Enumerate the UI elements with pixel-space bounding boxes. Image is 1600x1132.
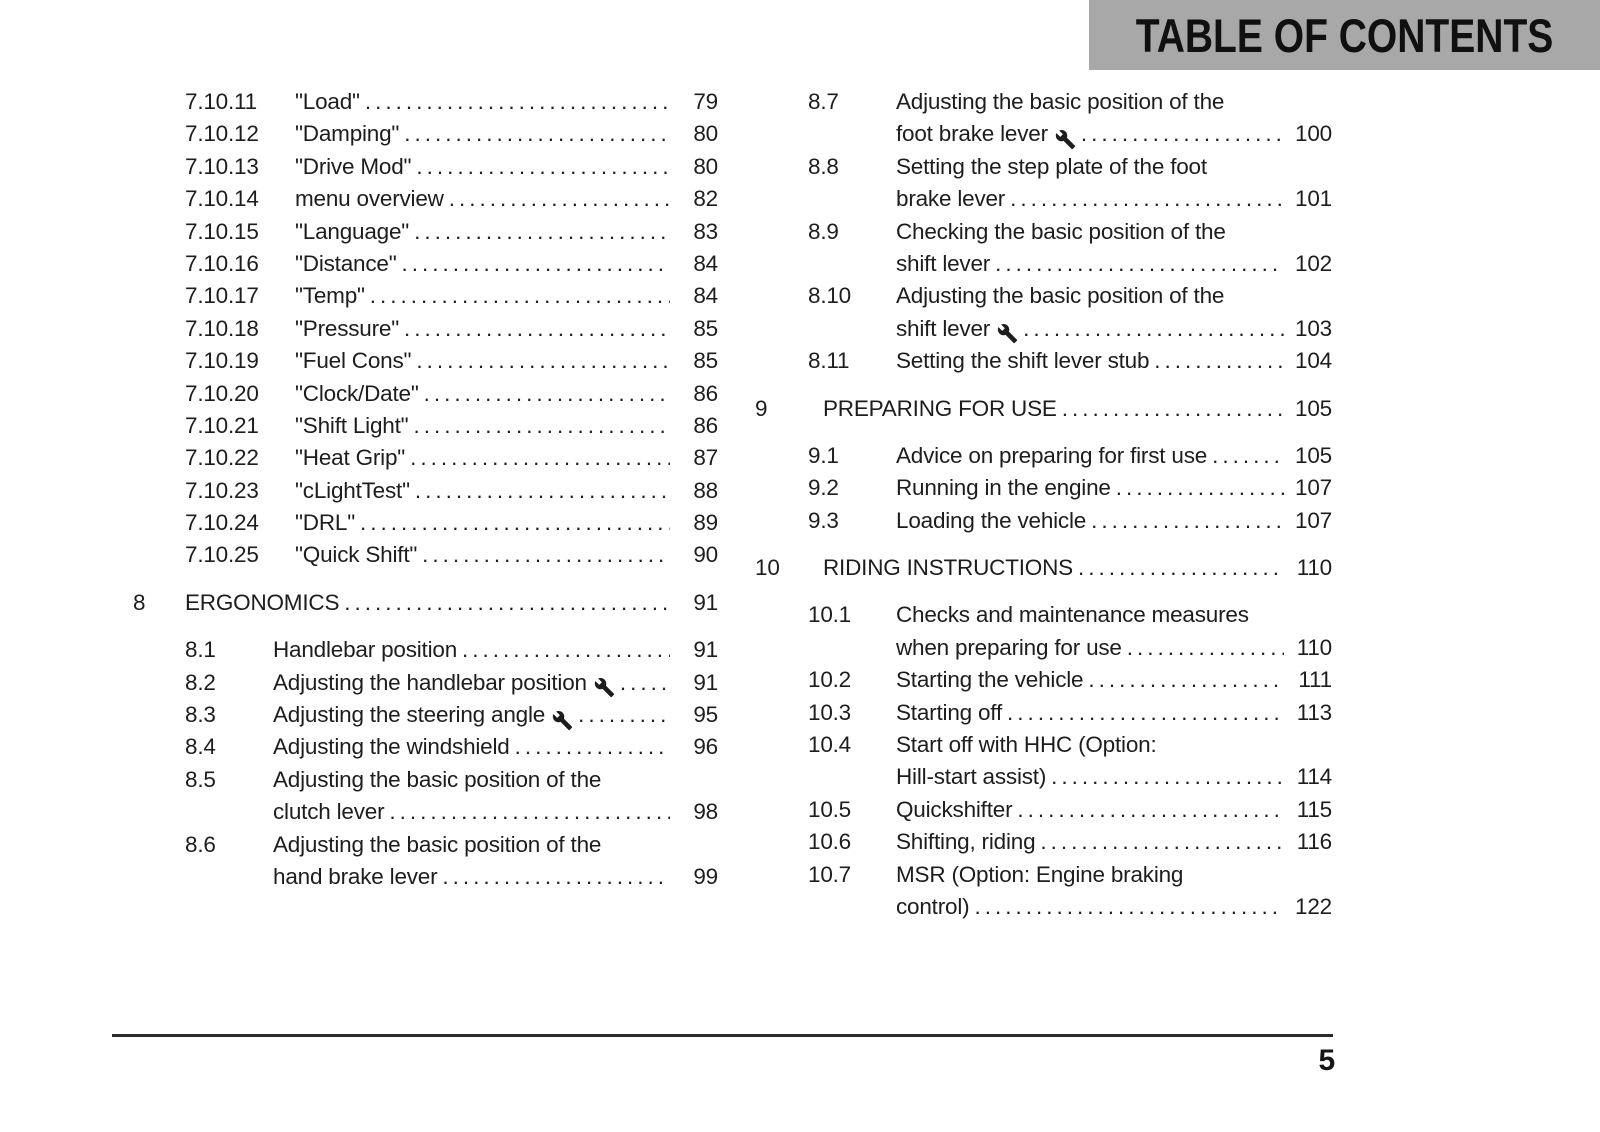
entry-page-number: 80 bbox=[693, 153, 718, 179]
entry-page-number: 82 bbox=[693, 186, 718, 212]
toc-entry-line bbox=[755, 764, 1332, 796]
entry-number: 8.4 bbox=[185, 734, 216, 760]
toc-entry-line bbox=[133, 637, 718, 669]
dot-leader bbox=[974, 894, 1284, 920]
dot-leader bbox=[1116, 475, 1284, 501]
dot-leader bbox=[404, 316, 670, 342]
toc-entry bbox=[755, 89, 1332, 154]
toc-entry-line bbox=[133, 219, 718, 251]
entry-title: "Pressure" bbox=[295, 315, 400, 341]
entry-page-number: 122 bbox=[1295, 893, 1332, 919]
toc-entry bbox=[755, 797, 1332, 829]
toc-entry bbox=[755, 219, 1332, 284]
entry-page-number: 101 bbox=[1295, 186, 1332, 212]
toc-entry-line bbox=[755, 797, 1332, 829]
entry-title: Checking the basic position of the bbox=[896, 218, 1226, 244]
entry-page-number: 89 bbox=[693, 510, 718, 536]
entry-page-number: 105 bbox=[1295, 395, 1332, 421]
entry-title: foot brake lever bbox=[896, 121, 1048, 147]
toc-entry bbox=[133, 121, 718, 153]
entry-page-number: 114 bbox=[1296, 764, 1332, 790]
entry-page-number: 84 bbox=[693, 283, 718, 309]
toc-entry bbox=[133, 734, 718, 766]
entry-number: 8.9 bbox=[808, 218, 839, 244]
toc-entry-line bbox=[755, 635, 1332, 667]
toc-entry-line bbox=[755, 555, 1332, 587]
dot-leader bbox=[1017, 797, 1284, 823]
toc-entry bbox=[133, 542, 718, 574]
toc-entry-line bbox=[133, 832, 718, 864]
toc-entry-line bbox=[133, 670, 718, 702]
entry-title: Checks and maintenance measures bbox=[896, 602, 1249, 628]
toc-entry-line bbox=[133, 445, 718, 477]
dot-leader bbox=[389, 799, 670, 825]
dot-leader bbox=[515, 734, 670, 760]
entry-number: 10.3 bbox=[808, 699, 851, 725]
entry-title: "cLightTest" bbox=[295, 477, 410, 503]
entry-title: Adjusting the basic position of the bbox=[273, 766, 602, 792]
toc-entry-line bbox=[755, 251, 1332, 283]
entry-title: control) bbox=[896, 893, 970, 919]
entry-number: 10.1 bbox=[808, 602, 851, 628]
toc-entry-line bbox=[133, 251, 718, 283]
toc-entry-line bbox=[133, 799, 718, 831]
entry-title: Start off with HHC (Option: bbox=[896, 732, 1157, 758]
toc-entry-line bbox=[755, 186, 1332, 218]
entry-title: ERGONOMICS bbox=[185, 589, 340, 615]
toc-entry-line bbox=[133, 864, 718, 896]
toc-entry-line bbox=[133, 413, 718, 445]
entry-number: 7.10.15 bbox=[185, 218, 259, 244]
entry-page-number: 83 bbox=[693, 218, 718, 244]
entry-page-number: 110 bbox=[1296, 555, 1332, 581]
entry-page-number: 79 bbox=[693, 89, 718, 114]
dot-leader bbox=[578, 702, 670, 728]
toc-entry bbox=[133, 316, 718, 348]
entry-page-number: 110 bbox=[1296, 634, 1332, 660]
toc-entry bbox=[133, 348, 718, 380]
entry-title: shift lever bbox=[896, 250, 991, 276]
entry-page-number: 84 bbox=[693, 250, 718, 276]
entry-title: "Fuel Cons" bbox=[295, 348, 412, 374]
entry-page-number: 99 bbox=[693, 863, 718, 889]
entry-number: 8.8 bbox=[808, 153, 839, 179]
toc-entry bbox=[133, 89, 718, 121]
entry-title: Quickshifter bbox=[896, 796, 1013, 822]
toc-entry-line bbox=[133, 590, 718, 622]
entry-number: 8.5 bbox=[185, 766, 216, 792]
dot-leader bbox=[415, 478, 670, 504]
entry-number: 8.7 bbox=[808, 89, 839, 114]
toc-entry-line bbox=[133, 121, 718, 153]
entry-title: "Heat Grip" bbox=[295, 445, 406, 471]
toc-entry-line bbox=[755, 475, 1332, 507]
toc-entry-line bbox=[755, 121, 1332, 153]
entry-number: 7.10.14 bbox=[185, 186, 259, 212]
entry-page-number: 90 bbox=[693, 542, 718, 568]
wrench-icon bbox=[997, 323, 1018, 344]
toc-entry-line bbox=[133, 154, 718, 186]
toc-entry bbox=[755, 396, 1332, 428]
toc-entry bbox=[755, 475, 1332, 507]
entry-page-number: 91 bbox=[693, 637, 718, 663]
entry-title: Setting the shift lever stub bbox=[896, 348, 1150, 374]
entry-title: RIDING INSTRUCTIONS bbox=[823, 555, 1073, 581]
entry-title: Shifting, riding bbox=[896, 829, 1036, 855]
entry-page-number: 86 bbox=[693, 412, 718, 438]
entry-number: 10.2 bbox=[808, 667, 851, 693]
entry-page-number: 98 bbox=[693, 799, 718, 825]
entry-title: menu overview bbox=[295, 186, 444, 212]
dot-leader bbox=[442, 864, 670, 890]
toc-entry-line bbox=[133, 381, 718, 413]
toc-entry-line bbox=[755, 700, 1332, 732]
entry-title: "DRL" bbox=[295, 510, 355, 536]
entry-title: "Clock/Date" bbox=[295, 380, 419, 406]
entry-page-number: 85 bbox=[693, 348, 718, 374]
entry-number: 7.10.25 bbox=[185, 542, 259, 568]
entry-number: 7.10.22 bbox=[185, 445, 259, 471]
toc-entry-line bbox=[133, 186, 718, 218]
toc-entry bbox=[133, 590, 718, 622]
dot-leader bbox=[449, 186, 670, 212]
toc-entry-line bbox=[755, 667, 1332, 699]
dot-leader bbox=[422, 542, 670, 568]
toc-entry-line bbox=[755, 508, 1332, 540]
entry-number: 7.10.17 bbox=[185, 283, 259, 309]
entry-title: "Drive Mod" bbox=[295, 153, 412, 179]
entry-number: 8 bbox=[133, 589, 146, 615]
entry-title: "Damping" bbox=[295, 121, 400, 147]
toc-entry-line bbox=[133, 316, 718, 348]
toc-entry-line bbox=[755, 283, 1332, 315]
entry-page-number: 107 bbox=[1295, 475, 1332, 501]
entry-title: shift lever bbox=[896, 315, 991, 341]
toc-entry-line bbox=[755, 894, 1332, 926]
entry-title: brake lever bbox=[896, 186, 1006, 212]
toc-entry bbox=[755, 667, 1332, 699]
toc-entry-line bbox=[755, 154, 1332, 186]
entry-title: Starting off bbox=[896, 699, 1003, 725]
entry-number: 10 bbox=[755, 555, 780, 581]
entry-title: when preparing for use bbox=[896, 634, 1122, 660]
entry-number: 7.10.13 bbox=[185, 153, 259, 179]
toc-entry-line bbox=[133, 510, 718, 542]
entry-page-number: 104 bbox=[1295, 348, 1332, 374]
entry-title: Adjusting the basic position of the bbox=[896, 89, 1225, 114]
entry-page-number: 88 bbox=[693, 477, 718, 503]
entry-page-number: 102 bbox=[1295, 250, 1332, 276]
entry-page-number: 103 bbox=[1295, 315, 1332, 341]
entry-number: 9 bbox=[755, 395, 768, 421]
toc-entry bbox=[133, 381, 718, 413]
toc-column-left bbox=[133, 89, 718, 896]
dot-leader bbox=[365, 89, 670, 115]
dot-leader bbox=[414, 219, 670, 245]
toc-entry-line bbox=[755, 732, 1332, 764]
toc-entry-line bbox=[755, 89, 1332, 121]
toc-entry-line bbox=[755, 602, 1332, 634]
toc-entry-line bbox=[133, 734, 718, 766]
toc-entry-line bbox=[133, 348, 718, 380]
entry-number: 7.10.19 bbox=[185, 348, 259, 374]
entry-page-number: 105 bbox=[1295, 442, 1332, 468]
dot-leader bbox=[1010, 186, 1284, 212]
toc-entry bbox=[133, 767, 718, 832]
entry-title: Running in the engine bbox=[896, 475, 1111, 501]
entry-page-number: 107 bbox=[1295, 507, 1332, 533]
toc-column-right bbox=[755, 89, 1332, 926]
toc-entry bbox=[133, 186, 718, 218]
entry-page-number: 85 bbox=[693, 315, 718, 341]
entry-number: 8.10 bbox=[808, 283, 851, 309]
dot-leader bbox=[344, 590, 670, 616]
dot-leader bbox=[1062, 396, 1284, 422]
dot-leader bbox=[620, 670, 670, 696]
entry-title: "Distance" bbox=[295, 250, 397, 276]
toc-entry bbox=[755, 508, 1332, 540]
toc-entry bbox=[755, 154, 1332, 219]
dot-leader bbox=[1127, 635, 1284, 661]
page-header-bar bbox=[1089, 0, 1600, 70]
toc-entry bbox=[755, 732, 1332, 797]
toc-entry-line bbox=[133, 89, 718, 121]
entry-page-number: 116 bbox=[1296, 829, 1332, 855]
entry-title: "Shift Light" bbox=[295, 412, 409, 438]
entry-title: Advice on preparing for first use bbox=[896, 442, 1208, 468]
entry-number: 7.10.18 bbox=[185, 315, 259, 341]
entry-number: 9.3 bbox=[808, 507, 839, 533]
entry-number: 9.2 bbox=[808, 475, 839, 501]
toc-entry bbox=[755, 555, 1332, 587]
toc-entry bbox=[755, 829, 1332, 861]
entry-page-number: 87 bbox=[693, 445, 718, 471]
entry-title: Adjusting the basic position of the bbox=[896, 283, 1225, 309]
entry-title: Hill-start assist) bbox=[896, 764, 1047, 790]
dot-leader bbox=[995, 251, 1284, 277]
entry-page-number: 115 bbox=[1296, 796, 1332, 822]
entry-number: 7.10.11 bbox=[185, 89, 257, 114]
entry-number: 10.5 bbox=[808, 796, 851, 822]
entry-page-number: 80 bbox=[693, 121, 718, 147]
toc-entry bbox=[133, 251, 718, 283]
toc-entry-line bbox=[755, 219, 1332, 251]
entry-number: 8.6 bbox=[185, 831, 216, 857]
entry-title: "Language" bbox=[295, 218, 410, 244]
dot-leader bbox=[360, 510, 670, 536]
entry-title: Adjusting the handlebar position bbox=[273, 669, 587, 695]
toc-entry bbox=[133, 702, 718, 734]
toc-entry bbox=[133, 510, 718, 542]
entry-title: "Load" bbox=[295, 89, 360, 114]
entry-number: 7.10.12 bbox=[185, 121, 259, 147]
entry-title: Adjusting the steering angle bbox=[273, 702, 546, 728]
toc-entry-line bbox=[755, 316, 1332, 348]
dot-leader bbox=[1088, 667, 1284, 693]
entry-title: Setting the step plate of the foot bbox=[896, 153, 1207, 179]
toc-entry bbox=[133, 219, 718, 251]
toc-entry-line bbox=[755, 443, 1332, 475]
dot-leader bbox=[370, 283, 670, 309]
entry-title: Adjusting the windshield bbox=[273, 734, 510, 760]
entry-number: 10.7 bbox=[808, 861, 851, 887]
toc-entry-line bbox=[755, 396, 1332, 428]
toc-entry-line bbox=[133, 767, 718, 799]
toc-entry bbox=[755, 443, 1332, 475]
toc-entry-line bbox=[755, 862, 1332, 894]
page-number: 5 bbox=[1318, 1044, 1335, 1077]
entry-title: Loading the vehicle bbox=[896, 507, 1087, 533]
toc-entry-line bbox=[133, 542, 718, 574]
entry-title: "Temp" bbox=[295, 283, 365, 309]
toc-entry bbox=[755, 602, 1332, 667]
entry-title: MSR (Option: Engine braking bbox=[896, 861, 1184, 887]
toc-entry-line bbox=[755, 829, 1332, 861]
toc-entry-line bbox=[133, 283, 718, 315]
entry-number: 10.4 bbox=[808, 732, 851, 758]
entry-page-number: 96 bbox=[693, 734, 718, 760]
dot-leader bbox=[416, 154, 670, 180]
dot-leader bbox=[1154, 348, 1284, 374]
toc-entry bbox=[133, 478, 718, 510]
dot-leader bbox=[1023, 316, 1284, 342]
entry-title: Handlebar position bbox=[273, 637, 458, 663]
toc-entry bbox=[133, 637, 718, 669]
page-title: TABLE OF CONTENTS bbox=[1135, 8, 1554, 62]
entry-title: clutch lever bbox=[273, 799, 385, 825]
dot-leader bbox=[1081, 121, 1284, 147]
toc-entry bbox=[133, 413, 718, 445]
toc-entry-line bbox=[133, 702, 718, 734]
dot-leader bbox=[1007, 700, 1284, 726]
entry-page-number: 91 bbox=[693, 589, 718, 615]
dot-leader bbox=[1040, 829, 1284, 855]
entry-title: Adjusting the basic position of the bbox=[273, 831, 602, 857]
toc-entry-line bbox=[133, 478, 718, 510]
toc-entry bbox=[133, 832, 718, 897]
dot-leader bbox=[1051, 764, 1284, 790]
toc-entry bbox=[133, 445, 718, 477]
dot-leader bbox=[413, 413, 670, 439]
entry-number: 8.3 bbox=[185, 702, 216, 728]
entry-number: 7.10.24 bbox=[185, 510, 259, 536]
entry-page-number: 100 bbox=[1295, 121, 1332, 147]
entry-number: 7.10.20 bbox=[185, 380, 259, 406]
dot-leader bbox=[1091, 508, 1284, 534]
entry-number: 10.6 bbox=[808, 829, 851, 855]
entry-title: Starting the vehicle bbox=[896, 667, 1084, 693]
entry-number: 7.10.21 bbox=[185, 412, 259, 438]
entry-number: 7.10.23 bbox=[185, 477, 259, 503]
toc-entry bbox=[755, 700, 1332, 732]
dot-leader bbox=[1212, 443, 1284, 469]
entry-title: PREPARING FOR USE bbox=[823, 395, 1057, 421]
dot-leader bbox=[402, 251, 670, 277]
wrench-icon bbox=[1055, 129, 1076, 150]
entry-page-number: 113 bbox=[1296, 699, 1332, 725]
dot-leader bbox=[424, 381, 670, 407]
dot-leader bbox=[404, 121, 670, 147]
entry-page-number: 111 bbox=[1298, 667, 1332, 693]
dot-leader bbox=[1078, 555, 1284, 581]
entry-title: "Quick Shift" bbox=[295, 542, 418, 568]
wrench-icon bbox=[594, 677, 615, 698]
entry-number: 8.1 bbox=[185, 637, 216, 663]
entry-number: 9.1 bbox=[808, 442, 839, 468]
entry-number: 8.2 bbox=[185, 669, 216, 695]
toc-entry bbox=[133, 670, 718, 702]
toc-entry bbox=[755, 283, 1332, 348]
dot-leader bbox=[410, 445, 670, 471]
entry-title: hand brake lever bbox=[273, 863, 438, 889]
entry-number: 7.10.16 bbox=[185, 250, 259, 276]
toc-entry bbox=[133, 154, 718, 186]
entry-page-number: 86 bbox=[693, 380, 718, 406]
entry-number: 8.11 bbox=[808, 348, 850, 374]
toc-entry bbox=[755, 348, 1332, 380]
footer-rule bbox=[112, 1034, 1333, 1037]
toc-entry bbox=[755, 862, 1332, 927]
entry-page-number: 95 bbox=[693, 702, 718, 728]
toc-entry bbox=[133, 283, 718, 315]
entry-page-number: 91 bbox=[693, 669, 718, 695]
wrench-icon bbox=[552, 710, 573, 731]
toc-entry-line bbox=[755, 348, 1332, 380]
dot-leader bbox=[462, 637, 670, 663]
dot-leader bbox=[416, 348, 670, 374]
